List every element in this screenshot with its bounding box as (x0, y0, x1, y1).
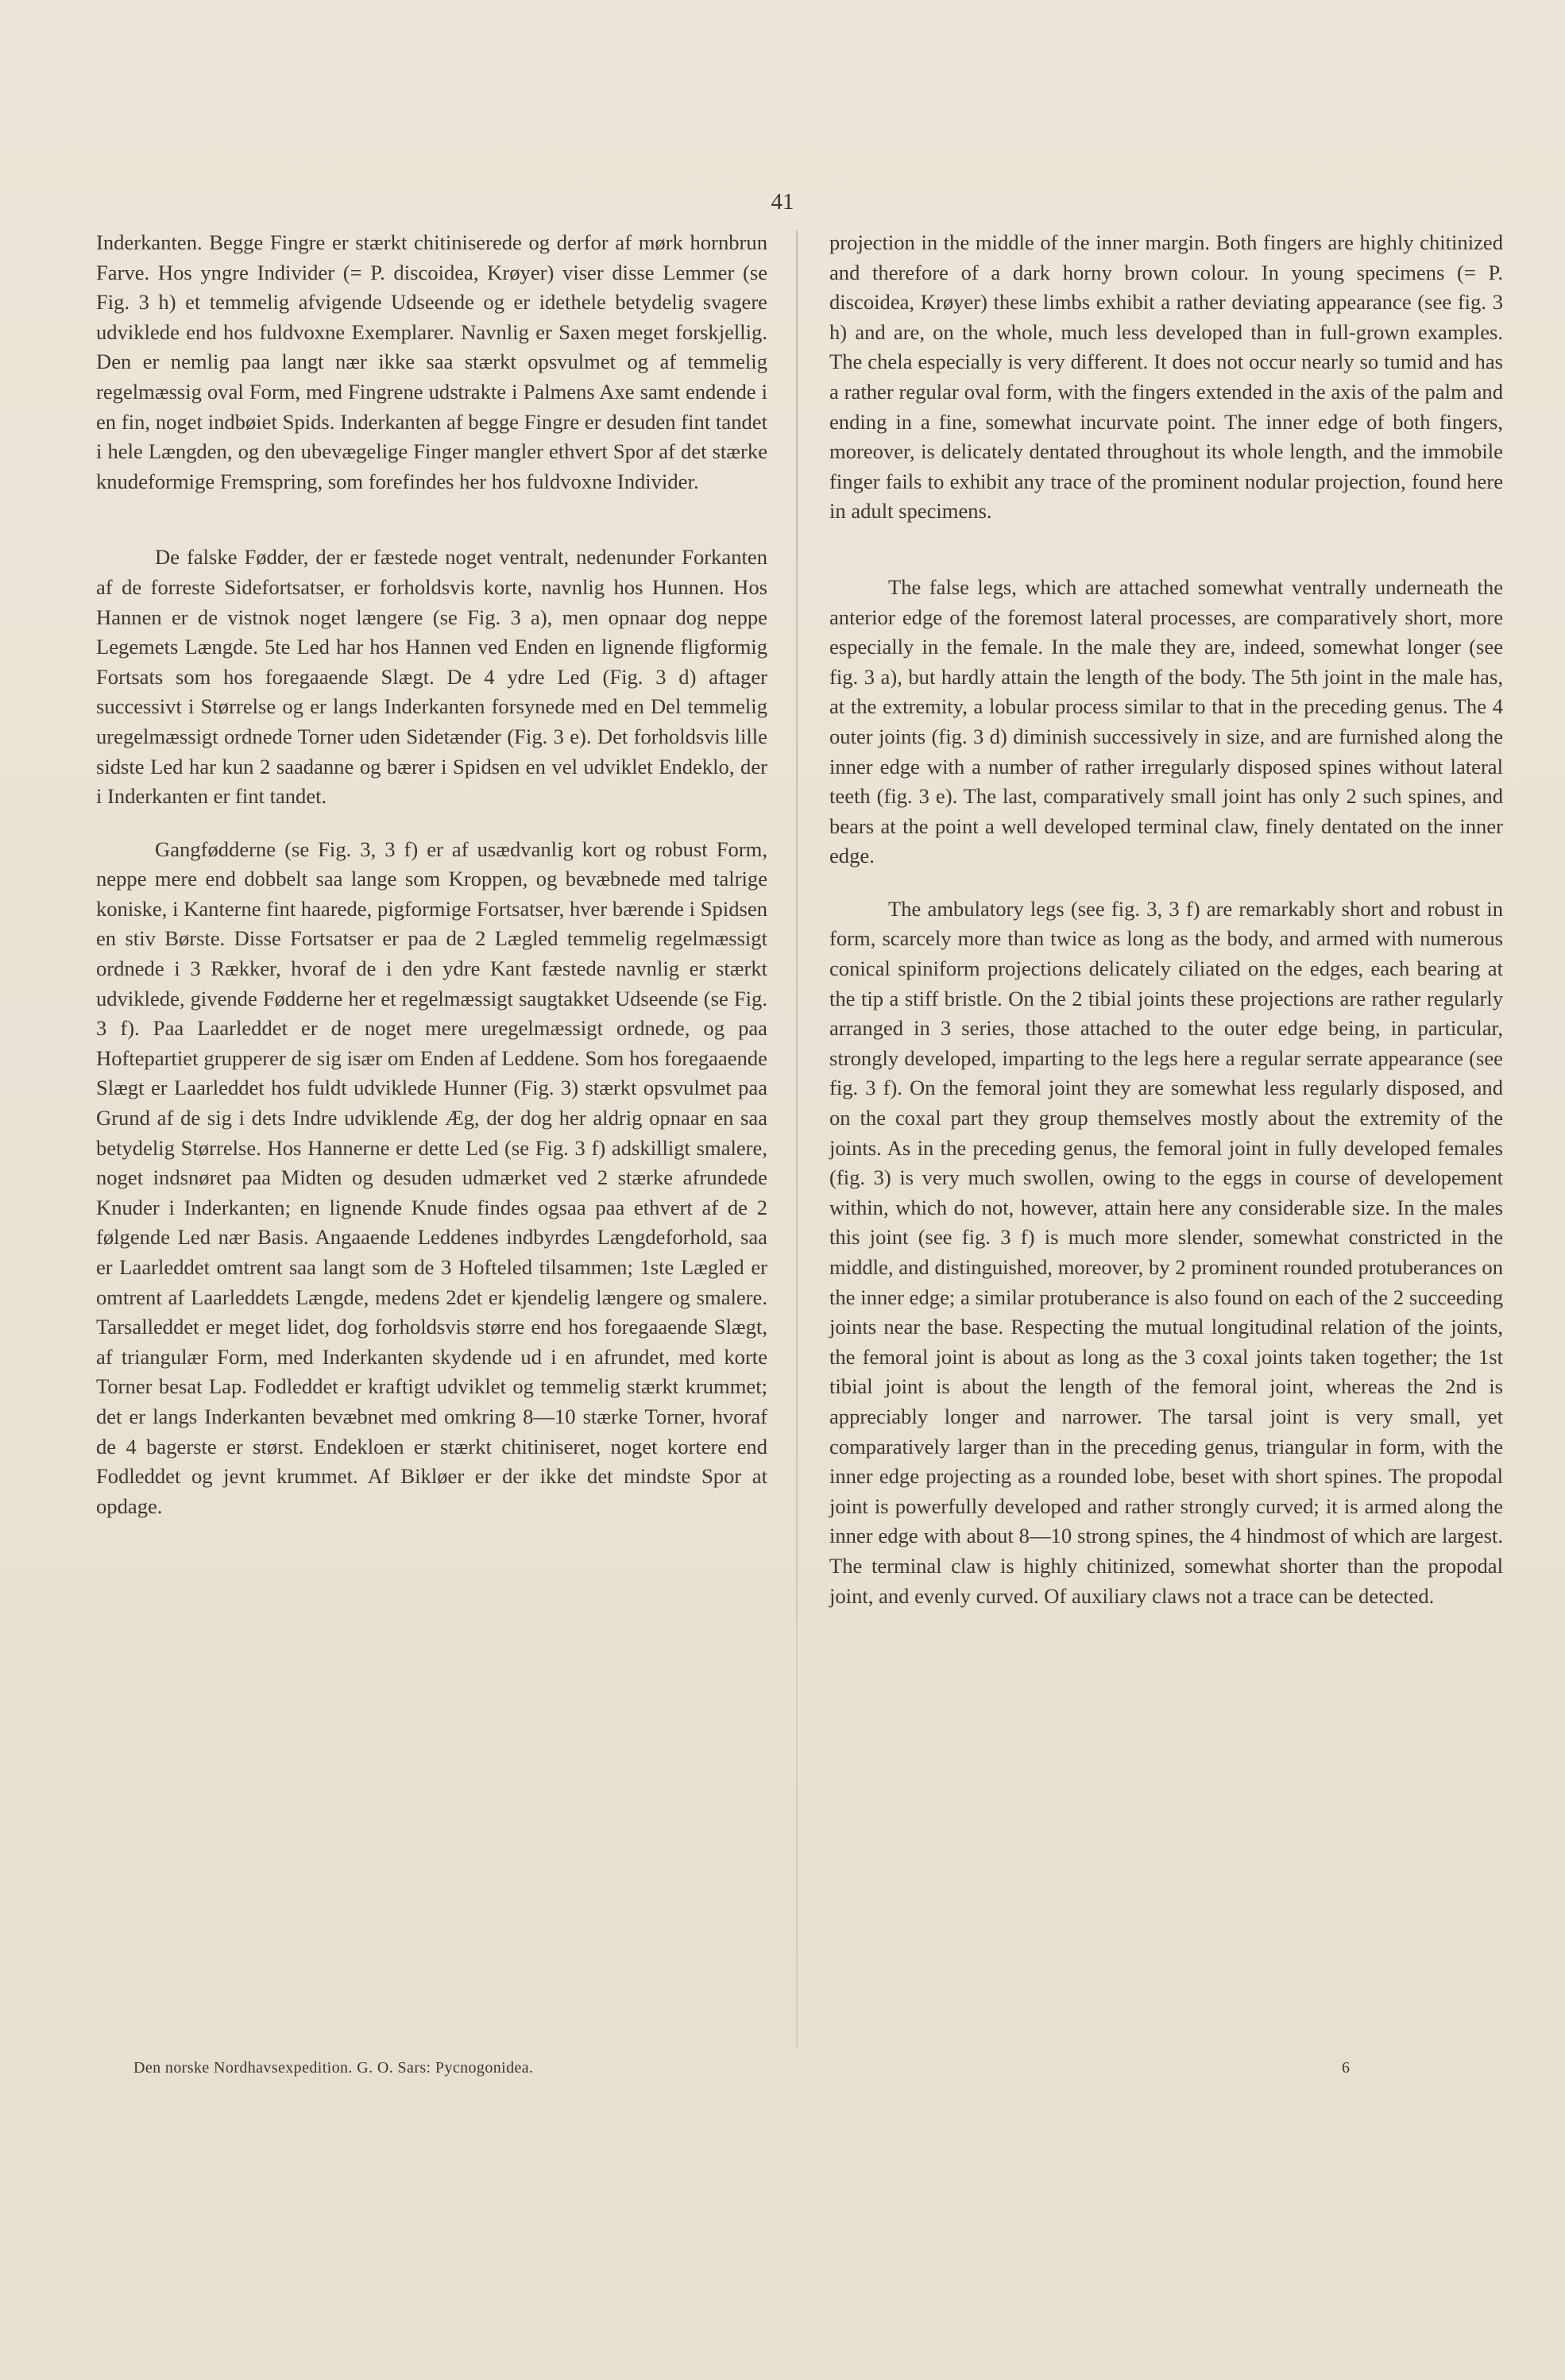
english-text-column (829, 228, 1503, 1611)
paragraph: projection in the middle of the inner margin. Both fingers are highly chitinized and therefore of a dark horny brown colour. In young specimens (= P. discoidea, Krøyer) these limbs exhibit a rather deviating appearance (see fig. 3 h) and are, on the whole, much less developed than in full-grown examples. The chela especially is very different. It does not occur nearly so tumid and has a rather regular oval form, with the fingers extended in the axis of the palm and ending in a fine, somewhat incurvate point. The inner edge of both fingers, moreover, is delicately dentated throughout its whole length, and the immobile finger fails to exhibit any trace of the prominent nodular projection, found here in adult specimens. (829, 230, 1503, 524)
paragraph: De falske Fødder, der er fæstede noget ventralt, nedenunder Forkanten af de forreste Sidefortsatser, er forholdsvis korte, navnlig hos Hunnen. Hos Hannen er de vistnok noget længere (se Fig. 3 a), men opnaar dog neppe Legemets Længde. 5te Led har hos Hannen ved Enden en lignende fligformig Fortsats som hos foregaaende Slægt. De 4 ydre Led (Fig. 3 d) aftager successivt i Størrelse og er langs Inderkanten forsynede med en Del temmelig uregelmæssigt ordnede Torner uden Sidetænder (Fig. 3 e). Det forholdsvis lille sidste Led har kun 2 saadanne og bærer i Spidsen en vel udviklet Endeklo, der i Inderkanten er fint tandet. (96, 545, 767, 809)
signature-mark: 6 (1342, 2059, 1351, 2077)
paragraph: The false legs, which are attached somewhat ventrally underneath the anterior edge of the foremost lateral processes, are comparatively short, more especially in the female. In the male they are, indeed, somewhat longer (see fig. 3 a), but hardly attain the length of the body. The 5th joint in the male has, at the extremity, a lobular process similar to that in the preceding genus. The 4 outer joints (fig. 3 d) diminish successively in size, and are furnished along the inner edge with a number of rather irregularly disposed spines without lateral teeth (fig. 3 e). The last, comparatively small joint has only 2 such spines, and bears at the point a well developed terminal claw, finely dentated on the inner edge. (829, 574, 1503, 868)
danish-text-column (96, 228, 767, 1521)
footer-citation: Den norske Nordhavsexpedition. G. O. Sars: Pycnogonidea. (133, 2059, 534, 2077)
page-number: 41 (771, 189, 794, 214)
paragraph: The ambulatory legs (see fig. 3, 3 f) are remarkably short and robust in form, scarcely more than twice as long as the body, and armed with numerous conical spiniform projections delicately ciliated on the edges, each bearing at the tip a stiff bristle. On the 2 tibial joints these projections are rather regularly arranged in 3 series, those attached to the outer edge being, in particular, strongly developed, imparting to the legs here a regular serrate appearance (see fig. 3 f). On the femoral joint they are somewhat less regularly disposed, and on the coxal part they group themselves mostly about the extremity of the joints. As in the preceding genus, the femoral joint in fully developed females (fig. 3) is very much swollen, owing to the eggs in course of developement within, which do not, however, attain here any considerable size. In the males this joint (see fig. 3 f) is much more slender, somewhat constricted in the middle, and distinguished, moreover, by 2 prominent rounded protuberances on the inner edge; a similar protuberance is also found on each of the 2 succeeding joints near the base. Respecting the mutual longitudinal relation of the joints, the femoral joint is about as long as the 3 coxal joints taken together; the 1st tibial joint is about the length of the femoral joint, whereas the 2nd is appreciably longer and narrower. The tarsal joint is very small, yet comparatively larger than in the preceding genus, triangular in form, with the inner edge projecting as a rounded lobe, beset with short spines. The propodal joint is powerfully developed and rather strongly curved; it is armed along the inner edge with about 8—10 strong spines, the 4 hindmost of which are largest. The terminal claw is highly chitinized, somewhat shorter than the propodal joint, and evenly curved. Of auxiliary claws not a trace can be detected. (829, 896, 1503, 1608)
column-divider (796, 230, 798, 2050)
paragraph: Inderkanten. Begge Fingre er stærkt chitiniserede og derfor af mørk hornbrun Farve. Hos yngre Individer (= P. discoidea, Krøyer) viser disse Lemmer (se Fig. 3 h) et temmelig afvigende Udseende og er idethele betydelig svagere udviklede end hos fuldvoxne Exemplarer. Navnlig er Saxen meget forskjellig. Den er nemlig paa langt nær ikke saa stærkt opsvulmet og af temmelig regelmæssig oval Form, med Fingrene udstrakte i Palmens Axe samt endende i en fin, noget indbøiet Spids. Inderkanten af begge Fingre er desuden fint tandet i hele Længden, og den ubevægelige Finger mangler ethvert Spor af det stærke knudeformige Fremspring, som forefindes her hos fuldvoxne Individer. (96, 230, 767, 493)
paragraph: Gangfødderne (se Fig. 3, 3 f) er af usædvanlig kort og robust Form, neppe mere end dobbelt saa lange som Kroppen, og bevæbnede med talrige koniske, i Kanterne fint haarede, pigformige Fortsatser, hver bærende i Spidsen en stiv Børste. Disse Fortsatser er paa de 2 Lægled temmelig regelmæssigt ordnede i 3 Rækker, hvoraf de i den ydre Kant fæstede navnlig er stærkt udviklede, givende Fødderne her et regelmæssigt saugtakket Udseende (se Fig. 3 f). Paa Laarleddet er de noget mere uregelmæssigt ordnede, og paa Hoftepartiet grupperer de sig især om Enden af Leddene. Som hos foregaaende Slægt er Laarleddet hos fuldt udviklede Hunner (Fig. 3) stærkt opsvulmet paa Grund af de sig i dets Indre udviklende Æg, der dog her aldrig opnaar en saa betydelig Størrelse. Hos Hannerne er dette Led (se Fig. 3 f) adskilligt smalere, noget indsnøret paa Midten og desuden udmærket ved 2 stærke afrundede Knuder i Inderkanten; en lignende Knude findes ogsaa paa ethvert af de 2 følgende Led nær Basis. Angaaende Leddenes indbyrdes Længdeforhold, saa er Laarleddet omtrent saa langt som de 3 Hofteled tilsammen; 1ste Lægled er omtrent af Laarleddets Længde, medens 2det er kjendelig længere og smalere. Tarsalleddet er meget lidet, dog forholdsvis større end hos foregaaende Slægt, af triangulær Form, med Inderkanten skydende ud i en afrundet, med korte Torner besat Lap. Fodleddet er kraftigt udviklet og temmelig stærkt krummet; det er langs Inderkanten bevæbnet med omkring 8—10 stærke Torner, hvoraf de 4 bagerste er størst. Endekloen er stærkt chitiniseret, noget kortere end Fodleddet og jevnt krummet. Af Bikløer er der ikke det mindste Spor at opdage. (96, 836, 767, 1518)
